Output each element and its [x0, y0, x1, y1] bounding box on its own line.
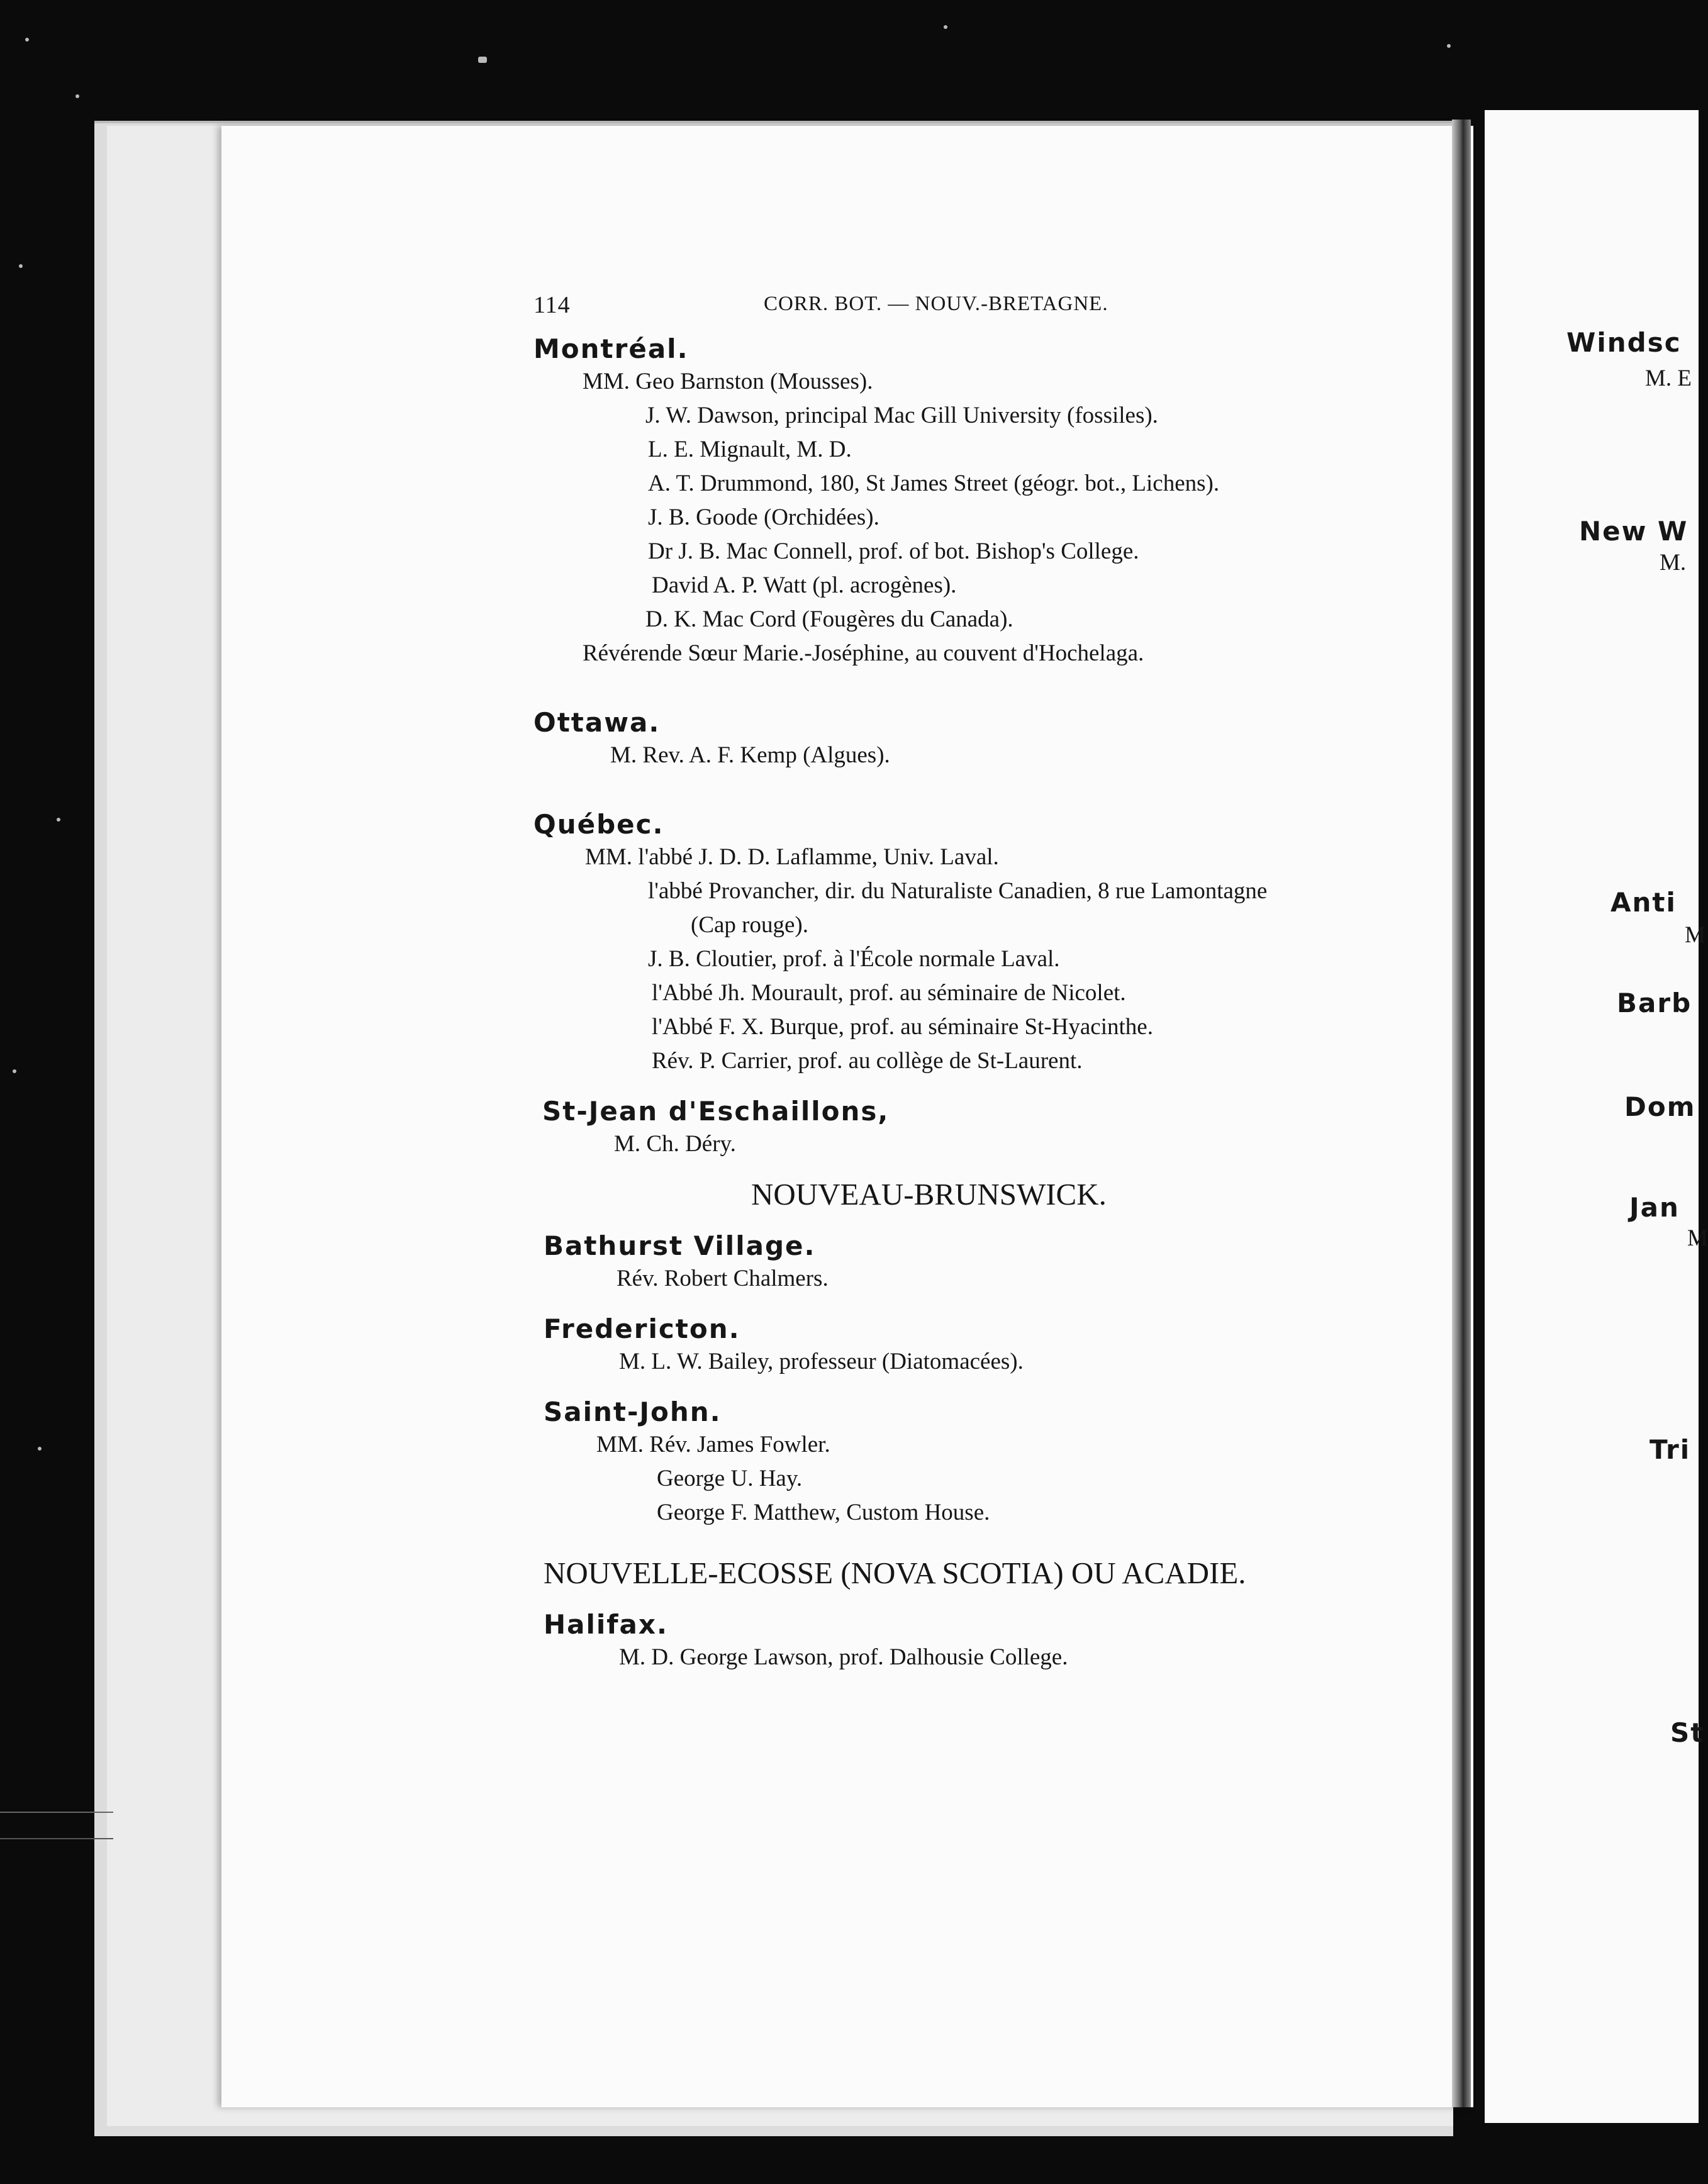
entry-line: Dr J. B. Mac Connell, prof. of bot. Bishop's College.: [648, 538, 1139, 564]
city-heading-st-jean: St-Jean d'Eschaillons,: [542, 1096, 890, 1127]
entry-line: D. K. Mac Cord (Fougères du Canada).: [645, 606, 1013, 632]
entry-line: M. D. George Lawson, prof. Dalhousie College.: [619, 1644, 1068, 1670]
right-page-fragment: [1485, 110, 1708, 2123]
right-page-heading: Tri: [1649, 1434, 1691, 1465]
paper-edge-lines: [0, 1812, 113, 1839]
entry-line: l'abbé Provancher, dir. du Naturaliste Canadien, 8 rue Lamontagne: [648, 878, 1268, 904]
right-page-heading: Dom: [1624, 1091, 1696, 1122]
section-heading-nouveau-brunswick: NOUVEAU-BRUNSWICK.: [751, 1177, 1107, 1212]
entry-line: (Cap rouge).: [691, 912, 808, 938]
entry-line: MM. Rév. James Fowler.: [596, 1432, 830, 1457]
entry-line: M. Ch. Déry.: [614, 1131, 736, 1157]
section-heading-nouvelle-ecosse: NOUVELLE-ECOSSE (NOVA SCOTIA) OU ACADIE.: [544, 1556, 1246, 1590]
city-heading-quebec: Québec.: [533, 809, 664, 840]
entry-line: George F. Matthew, Custom House.: [657, 1500, 990, 1525]
city-heading-fredericton: Fredericton.: [544, 1313, 740, 1344]
entry-line: George U. Hay.: [657, 1466, 803, 1491]
right-page-line: M: [1687, 1225, 1708, 1251]
entry-line: Révérende Sœur Marie.-Joséphine, au couvent d'Hochelaga.: [583, 640, 1144, 666]
entry-line: J. B. Cloutier, prof. à l'École normale Laval.: [648, 946, 1060, 972]
right-page-line: M. E: [1645, 365, 1692, 391]
right-page-heading: St: [1670, 1717, 1705, 1748]
city-heading-montreal: Montréal.: [533, 333, 689, 364]
entry-line: Rév. Robert Chalmers.: [617, 1266, 829, 1291]
city-heading-bathurst: Bathurst Village.: [544, 1230, 816, 1261]
entry-line: J. W. Dawson, principal Mac Gill University (fossiles).: [645, 403, 1158, 428]
entry-line: MM. Geo Barnston (Mousses).: [583, 369, 873, 394]
city-heading-ottawa: Ottawa.: [533, 707, 661, 738]
spacer: [533, 772, 1439, 809]
spacer: [533, 1379, 1439, 1396]
spacer: [533, 1078, 1439, 1096]
right-page-heading: Barb: [1617, 988, 1692, 1018]
right-page-heading: New W: [1579, 516, 1688, 547]
right-page-heading: Anti: [1610, 887, 1677, 918]
entry-line: MM. l'abbé J. D. D. Laflamme, Univ. Laval.: [585, 844, 999, 870]
entry-line: David A. P. Watt (pl. acrogènes).: [652, 572, 957, 598]
right-page-heading: Jan: [1629, 1192, 1680, 1223]
entry-line: M. L. W. Bailey, professeur (Diatomacées).: [619, 1349, 1024, 1374]
entry-line: l'Abbé F. X. Burque, prof. au séminaire St-Hyacinthe.: [652, 1014, 1153, 1040]
entry-line: Rév. P. Carrier, prof. au collège de St-Laurent.: [652, 1048, 1083, 1074]
city-heading-saint-john: Saint-John.: [544, 1396, 722, 1427]
right-page-line: M: [1685, 922, 1705, 948]
entry-line: l'Abbé Jh. Mourault, prof. au séminaire de Nicolet.: [652, 980, 1126, 1006]
entry-line: J. B. Goode (Orchidées).: [648, 504, 879, 530]
entry-line: M. Rev. A. F. Kemp (Algues).: [610, 742, 890, 768]
right-page-heading: Windsc: [1566, 327, 1682, 358]
page-number: 114: [533, 292, 571, 318]
entry-line: L. E. Mignault, M. D.: [648, 437, 852, 462]
running-head-title: CORR. BOT. — NOUV.-BRETAGNE.: [764, 292, 1108, 315]
entry-line: A. T. Drummond, 180, St James Street (géogr. bot., Lichens).: [648, 471, 1220, 496]
spacer: [533, 1296, 1439, 1313]
city-heading-halifax: Halifax.: [544, 1609, 668, 1640]
right-page-line: M.: [1660, 550, 1687, 576]
spacer: [533, 671, 1439, 707]
page-body: [533, 333, 1439, 1674]
